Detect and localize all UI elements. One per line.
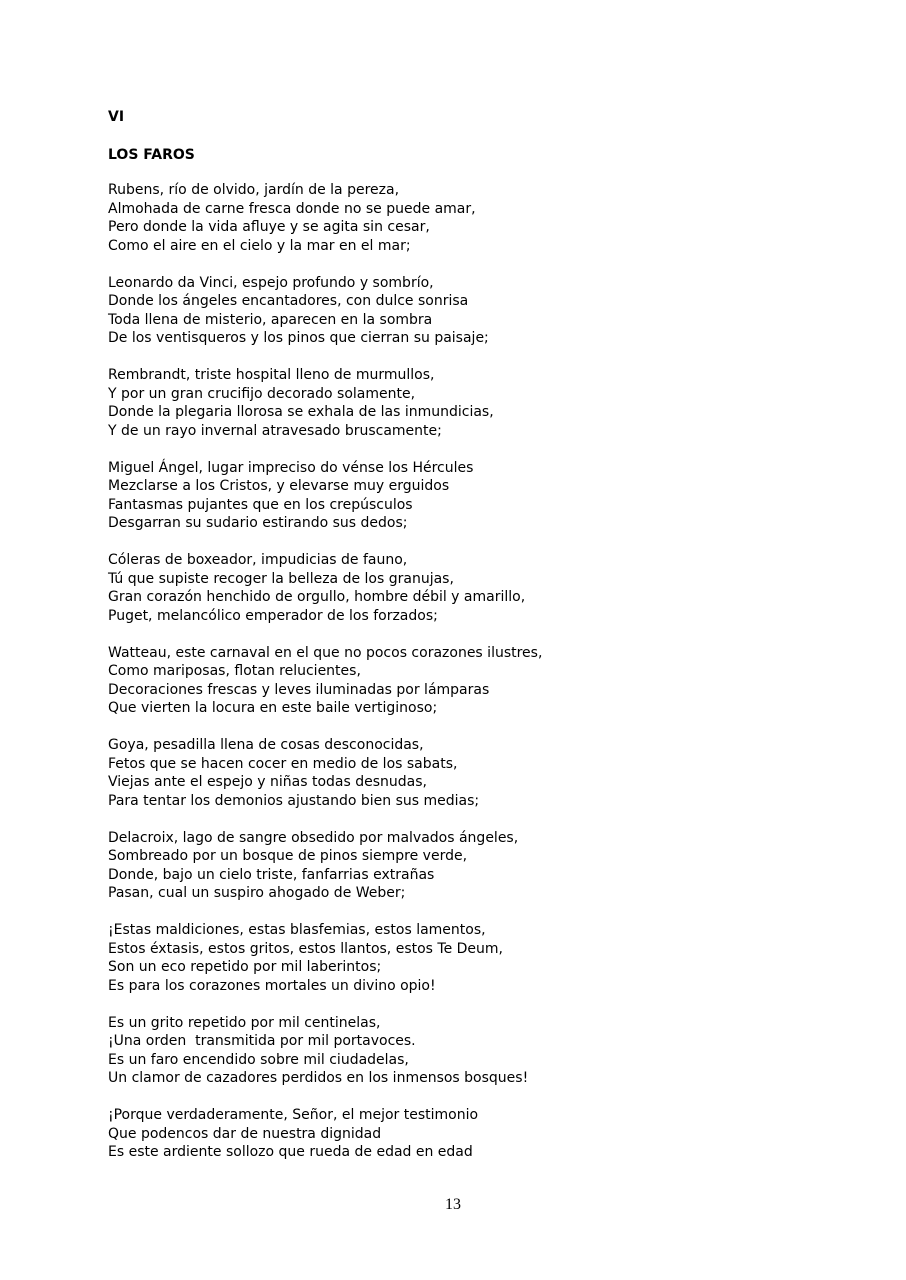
section-number: VI <box>108 109 125 125</box>
verse-line: Son un eco repetido por mil laberintos; <box>108 959 382 975</box>
verse-line: Mezclarse a los Cristos, y elevarse muy erguidos <box>108 478 450 494</box>
stanza <box>108 366 494 440</box>
verse-line: Pero donde la vida afluye y se agita sin cesar, <box>108 219 430 235</box>
verse-line: Watteau, este carnaval en el que no pocos corazones ilustres, <box>108 644 543 661</box>
stanza <box>108 181 476 255</box>
verse-line: Es un faro encendido sobre mil ciudadelas, <box>108 1051 409 1068</box>
verse-line: Fantasmas pujantes que en los crepúsculos <box>108 496 413 513</box>
verse-line: Miguel Ángel, lugar impreciso do vénse los Hércules <box>108 459 474 476</box>
page-number: 13 <box>445 1196 461 1213</box>
stanza <box>108 921 503 995</box>
verse-line: Goya, pesadilla llena de cosas desconocidas, <box>108 737 424 753</box>
verse-line: Toda llena de misterio, aparecen en la sombra <box>108 311 433 328</box>
verse-line: Decoraciones frescas y leves iluminadas por lámparas <box>108 681 490 698</box>
verse-line: Rubens, río de olvido, jardín de la pereza, <box>108 182 400 198</box>
stanza <box>108 551 525 625</box>
verse-line: Leonardo da Vinci, espejo profundo y sombrío, <box>108 274 434 291</box>
verse-line: Gran corazón henchido de orgullo, hombre débil y amarillo, <box>108 589 526 605</box>
verse-line: De los ventisqueros y los pinos que cierran su paisaje; <box>108 330 489 346</box>
verse-line: Es un grito repetido por mil centinelas, <box>108 1014 381 1031</box>
verse-line: Donde los ángeles encantadores, con dulce sonrisa <box>108 293 469 309</box>
stanza <box>108 1014 528 1088</box>
verse-line: Pasan, cual un suspiro ahogado de Weber; <box>108 885 406 901</box>
verse-line: ¡Una orden transmitida por mil portavoces. <box>108 1033 416 1049</box>
verse-line: Es para los corazones mortales un divino opio! <box>108 977 436 994</box>
poem-title: LOS FAROS <box>108 147 195 163</box>
stanza <box>108 459 473 533</box>
verse-line: Cóleras de boxeador, impudicias de fauno, <box>108 552 408 568</box>
verse-line: Como el aire en el cielo y la mar en el mar; <box>108 237 411 254</box>
verse-line: Para tentar los demonios ajustando bien sus medias; <box>108 792 480 809</box>
verse-line: Rembrandt, triste hospital lleno de murmullos, <box>108 367 435 383</box>
verse-line: Y de un rayo invernal atravesado bruscamente; <box>108 422 442 439</box>
verse-line: Sombreado por un bosque de pinos siempre verde, <box>108 848 468 864</box>
verse-line: Puget, melancólico emperador de los forzados; <box>108 607 438 624</box>
verse-line: Y por un gran crucifijo decorado solamente, <box>108 385 416 402</box>
verse-line: Un clamor de cazadores perdidos en los inmensos bosques! <box>108 1070 529 1086</box>
verse-line: ¡Porque verdaderamente, Señor, el mejor testimonio <box>108 1107 479 1123</box>
stanza <box>108 1106 478 1162</box>
verse-line: Estos éxtasis, estos gritos, estos llantos, estos Te Deum, <box>108 940 504 957</box>
verse-line: Donde la plegaria llorosa se exhala de las inmundicias, <box>108 404 494 420</box>
stanza <box>108 736 479 810</box>
verse-line: Es este ardiente sollozo que rueda de edad en edad <box>108 1144 473 1160</box>
verse-line: Que vierten la locura en este baile vertiginoso; <box>108 700 438 716</box>
verse-line: Desgarran su sudario estirando sus dedos; <box>108 515 408 531</box>
verse-line: Delacroix, lago de sangre obsedido por malvados ángeles, <box>108 829 519 846</box>
verse-line: Fetos que se hacen cocer en medio de los sabats, <box>108 755 458 772</box>
verse-line: Tú que supiste recoger la belleza de los granujas, <box>108 570 454 587</box>
verse-line: ¡Estas maldiciones, estas blasfemias, estos lamentos, <box>108 922 486 938</box>
stanza <box>108 829 518 903</box>
verse-line: Donde, bajo un cielo triste, fanfarrias extrañas <box>108 866 435 883</box>
verse-line: Que podencos dar de nuestra dignidad <box>108 1125 382 1142</box>
verse-line: Viejas ante el espejo y niñas todas desnudas, <box>108 774 427 790</box>
stanza <box>108 274 489 348</box>
verse-line: Almohada de carne fresca donde no se puede amar, <box>108 200 476 217</box>
verse-line: Como mariposas, flotan relucientes, <box>108 663 361 679</box>
stanza <box>108 644 542 718</box>
